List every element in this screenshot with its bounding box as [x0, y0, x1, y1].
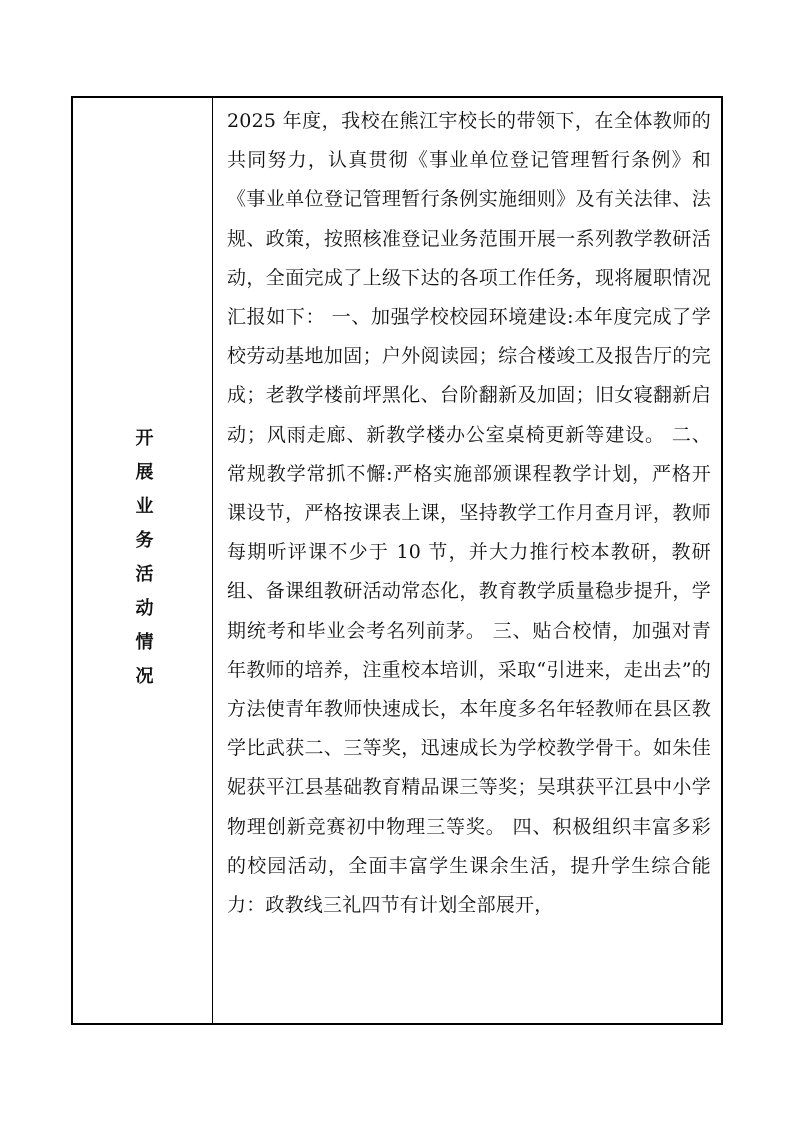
row-content-text: 2025 年度，我校在熊江宇校长的带领下，在全体教师的共同努力，认真贯彻《事业单位登记管理暂行条例》和《事业单位登记管理暂行条例实施细则》及有关法律、法规、政策，按照核准登记业务范围开展一系列教学教研活动，全面完成了上级下达的各项工作任务，现将履职情况汇报如下： 一、加强学校校园环境建设:本年度完成了学校劳动基地加固；户外阅读园；综合楼竣工及报告厅的完成；老教学楼前坪黑化、台阶翻新及加固；旧女寝翻新启动；风雨走廊、新教学楼办公室桌椅更新等建设。 二、常规教学常抓不懈:严格实施部颁课程教学计划，严格开课设节，严格按课表上课，坚持教学工作月查月评，教师每期听评课不少于 10 节，并大力推行校本教研，教研组、备课组教研活动常态化，教育教学质量稳步提升，学期统考和毕业会考名列前茅。 三、贴合校情，加强对青年教师的培养，注重校本培训，采取“引进来，走出去”的方法使青年教师快速成长，本年度多名年轻教师在县区教学比武获二、三等奖，迅速成长为学校教学骨干。如朱佳妮获平江县基础教育精品课三等奖；吴琪获平江县中小学物理创新竞赛初中物理三等奖。 四、积极组织丰富多彩的校园活动，全面丰富学生课余生活，提升学生综合能力：政教线三礼四节有计划全部展开， [227, 110, 711, 917]
row-label: 开展业务活动情况 [132, 427, 154, 700]
row-label-cell [73, 98, 213, 1023]
row-content-cell [213, 98, 721, 1023]
report-table [71, 96, 723, 1025]
